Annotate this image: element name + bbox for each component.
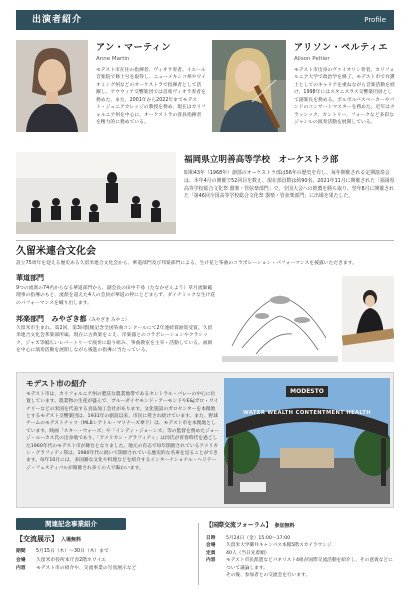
performer1-jp-name: アン・マーティン	[96, 43, 171, 53]
exhibition-row: 内容 モデスト市の紹介や、交流事業の写真展示など	[16, 566, 137, 572]
orchestra-photo	[16, 152, 176, 234]
hogaku-kana: （みやざき みやこ）	[86, 318, 130, 323]
koto-player-photo	[342, 276, 394, 362]
school-title: 福岡県立明善高等学校 オーケストラ部	[184, 155, 339, 165]
modesto-text: モデスト市は、カリフォルニア州の肥沃な農業地帯であるセントラル・バレーの中心に位置しています。農業物の生産が盛んで、ブルーダイヤモンド・アーモンドやE&Jガロ・ワイナリーなどの米国を代表する食品加工会社があります。文化施設のガロセンターを本拠地とするモデスト交響楽団は、1931年の創設以来、市民に愛され続けています。また、野球チームのモデストナッツ（MLBシアトル・マリナーズ傘下）は、モデスト市を本拠地としています。映画「スター・ウォーズ」や「インディ・ジョーンズ」等の監督を務めたジョージ・ルーカス氏の出身地であり、「アメリカン・グラフィティ」は同氏が青春時代を過ごした1960年代のモデスト市が舞台となりました。地元の有志で毎年開催されているアメリカン・グラフィティ祭は、1980年代に続いて開催されている歴史的な名車を見ることができます。毎年10月には、多国籍な文化や料理などを紹介するインターナショナル・ヘリテージ・フェスティバルが開催され多くの人で賑わいます。	[26, 392, 220, 471]
hogaku-name: みやざき都	[51, 315, 87, 323]
section-title: 出演者紹介	[32, 15, 83, 25]
hogaku-title: 邦楽部門	[16, 315, 44, 323]
forum-row: 日時 5月24日（金）15:00～17:00	[206, 535, 291, 541]
performer2-photo	[212, 40, 286, 132]
forum-free: 参加無料	[274, 523, 295, 529]
exhibition-row: 期間 5月15日（木）～30日（木）まで	[16, 549, 109, 555]
profile-label: Profile	[364, 16, 386, 24]
exhibition-title: 【交流展示】	[16, 535, 58, 543]
school-text: 昭和43年（1968年）創部のオーケストラ部は56年の歴史を有し、毎年開催される定期演奏会は、本年4月の開催で52回目を数え、現在部員数は約90名。2021年11月に開催された「福岡県高等学校総合文化祭 器楽・管弦楽部門」で、全国大会への推薦を勝ち取り、翌年8月に開催された「第46回全国高等学校総合文化祭 器楽・管弦楽部門」に出場を果たした。	[184, 170, 395, 200]
kurume-title: 久留米連合文化会	[16, 246, 96, 257]
exhibition-free: 入場無料	[61, 537, 82, 543]
ikebana-photo	[222, 276, 338, 362]
kado-text: 9つの流派の74名からなる華道部門から、副会長の田中千尋（たなかせんよう）草月流師範理事の指導のもと、流派を超えた4人の会員が華道の枠にとどまらず、ダイナミックな生け花のパフォーマンスを織り出します。	[16, 286, 216, 306]
forum-title: 【国際交流フォーラム】	[206, 522, 272, 529]
modesto-title: モデスト市の紹介	[26, 379, 87, 388]
kurume-intro: 設立75周年を迎える歴史ある久留米連合文化会から、華道部門及び邦楽部門による、生け花と筝曲のコラボレーション・パフォーマンスを披露いただきます。	[16, 261, 357, 266]
arch-sign-main-text: WATER WEALTH CONTENTMENT HEALTH	[243, 410, 371, 416]
events-divider	[198, 523, 199, 585]
performer1-en-name: Anne Martin	[96, 56, 130, 63]
performer2-bio: モデスト市出身のヴァイオリン奏者。カリフォルニア大学で政治学を修了。モデスト市で弁護士としてのキャリアを重ねながら音楽活動を続け、1998年にはスタニスラス交響楽団員として副楽長を務める。ボルボルバスベーカーやバンドのコンサートマスターを務めた。近年はクラッシック、カントリー、フォークなど多彩なジャンルの演奏活動を展開している。	[294, 68, 395, 125]
arch-sign-top-text: MODESTO	[290, 388, 324, 395]
performer1-bio: モデスト市在住の指揮者、ヴィオラ奏者。イエール音楽院で修士号を取得し、ニューメキシコ州やワイオミング州などのオーケストラで指揮者として活躍し、アウウィア交響楽団では首席ヴィオラ奏者を務めた。また、2001年から2022年までモデスト・ジュニアカレッジの教授を務め、現在はカリフォルニア州を中心に、オーケストラの客員指揮者を精力的に務めている。	[96, 68, 206, 125]
events-pill: 関連記念事業紹介	[16, 518, 126, 530]
exhibition-row: 会場 久留米市役所本庁舎2階ホワイエ	[16, 557, 106, 563]
forum-row: 定員 40人（当日先着順）	[206, 550, 270, 556]
forum-row: 会場 久留米大学御井キャンパス本館5階スカイラウンジ	[206, 543, 332, 549]
forum-row: 内容 モデスト市民派遣などパネリスト4組が国際交流活動を紹介し、その意義などについて議論します。	[206, 558, 393, 571]
kado-title: 華道部門	[16, 274, 44, 282]
performer1-photo	[16, 40, 88, 132]
performer2-jp-name: アリソン・ペルティエ	[294, 43, 388, 53]
modesto-arch-photo	[224, 378, 390, 504]
divider	[16, 240, 394, 241]
forum-row: その後、参加者との交流会を行います。	[226, 573, 311, 579]
hogaku-text: 久留米市生まれ。第2回、第3回賢順記念全国筝曲コンクールにて2年連続賞励賞受賞。久留米連合文化会邦楽部所属。現在に古典楽をこえ、洋楽器とのコラボレーションやクラシック、ジャズ等幅広いレパートリーで演奏に取り組み、箏曲教室を主宰・活動している。福岡を中心に演奏活動を展開しながら後進の指導に当たっている。	[16, 326, 213, 354]
performer2-en-name: Alison Peltier	[294, 56, 330, 63]
